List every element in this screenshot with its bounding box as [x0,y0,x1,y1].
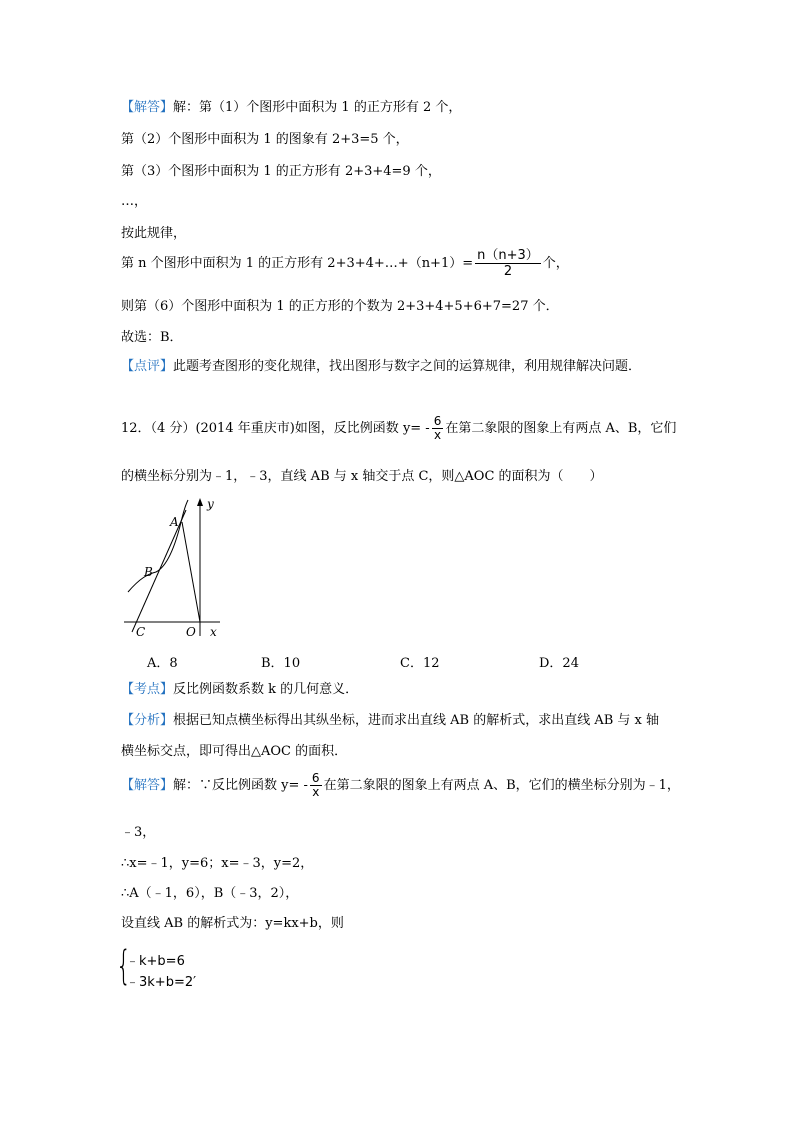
label-o: O [186,625,196,639]
fraction-denominator: 2 [475,263,541,279]
fraction-denominator: x [432,428,444,442]
text: 反比例函数系数 k 的几何意义． [173,682,359,697]
hyperbola-curve [128,500,188,592]
kaodian-tag: 【考点】 [121,682,174,697]
answer-tag: 【解答】 [121,100,174,115]
fraction-numerator: n（n+3） [477,248,539,263]
solution-2-line-2: ﹣3， [121,825,156,840]
text: 第 n 个图形中面积为 1 的正方形有 2+3+4+…+（n+1）= [121,256,474,271]
label-y: y [207,497,214,511]
solution-2-line-1 [121,772,680,799]
solution-1-line-7: 则第（6）个图形中面积为 1 的正方形的个数为 2+3+4+5+6+7=27 个． [121,299,559,314]
solution-1-line-5: 按此规律， [121,226,187,241]
question-12-line-1 [121,415,676,442]
review-line [121,358,641,376]
text: 12．（4 分）(2014 年重庆市)如图，反比例函数 y= - [121,421,430,436]
system-equation-2: ﹣3k+b=2′ [126,975,197,990]
text: 此题考查图形的变化规律，找出图形与数字之间的运算规律，利用规律解决问题． [173,359,642,374]
text: 在第二象限的图象上有两点 A、B，它们的横坐标分别为﹣1， [323,778,680,793]
solution-1-line-2: 第（2）个图形中面积为 1 的图象有 2+3=5 个， [121,132,409,147]
fenxi-line-1 [121,712,659,730]
label-a: A [170,515,179,529]
solution-1-line-1 [121,99,461,117]
answer-tag: 【解答】 [121,778,174,793]
fraction [310,772,322,799]
fraction [475,248,541,279]
system-brace: { [116,943,132,989]
segment-ao [182,522,200,622]
choice-d: D．24 [539,656,579,671]
fraction-numerator: 6 [311,771,320,785]
solution-1-line-6 [121,248,569,279]
label-b: B [144,565,153,579]
choice-a: A．8 [147,656,178,671]
figure-graph [120,496,230,642]
label-c: C [136,625,146,639]
label-x: x [210,625,217,639]
question-12-line-2: 的横坐标分别为﹣1，﹣3，直线 AB 与 x 轴交于点 C，则△AOC 的面积为（ ） [121,469,603,484]
system-equation-1: ﹣k+b=6 [126,954,185,969]
solution-2-line-5: 设直线 AB 的解析式为：y=kx+b，则 [121,916,344,931]
fraction [432,415,444,442]
fenxi-line-2: 横坐标交点，即可得出△AOC 的面积． [121,744,348,759]
fraction-numerator: 6 [433,414,442,428]
fenxi-tag: 【分析】 [121,713,174,728]
y-axis-arrow-icon [197,498,203,506]
kaodian-line [121,681,358,699]
solution-1-line-4: …， [121,194,148,209]
fraction-denominator: x [310,785,322,799]
text: 个， [542,256,569,271]
solution-1-line-8: 故选：B． [121,330,183,345]
text: 根据已知点横坐标得出其纵坐标，进而求出直线 AB 的解析式，求出直线 AB 与 x 轴 [173,713,660,728]
choice-c: C．12 [400,656,440,671]
solution-2-line-4: ∴A（﹣1，6），B（﹣3，2）， [121,886,299,901]
text: 解：∵反比例函数 y= - [173,778,308,793]
solution-2-line-3: ∴x=﹣1，y=6；x=﹣3，y=2， [121,856,314,871]
text: 在第二象限的图象上有两点 A、B，它们 [445,421,677,436]
review-tag: 【点评】 [121,359,174,374]
solution-1-line-3: 第（3）个图形中面积为 1 的正方形有 2+3+4=9 个， [121,164,441,179]
choice-b: B．10 [261,656,301,671]
text: 解：第（1）个图形中面积为 1 的正方形有 2 个， [173,100,462,115]
